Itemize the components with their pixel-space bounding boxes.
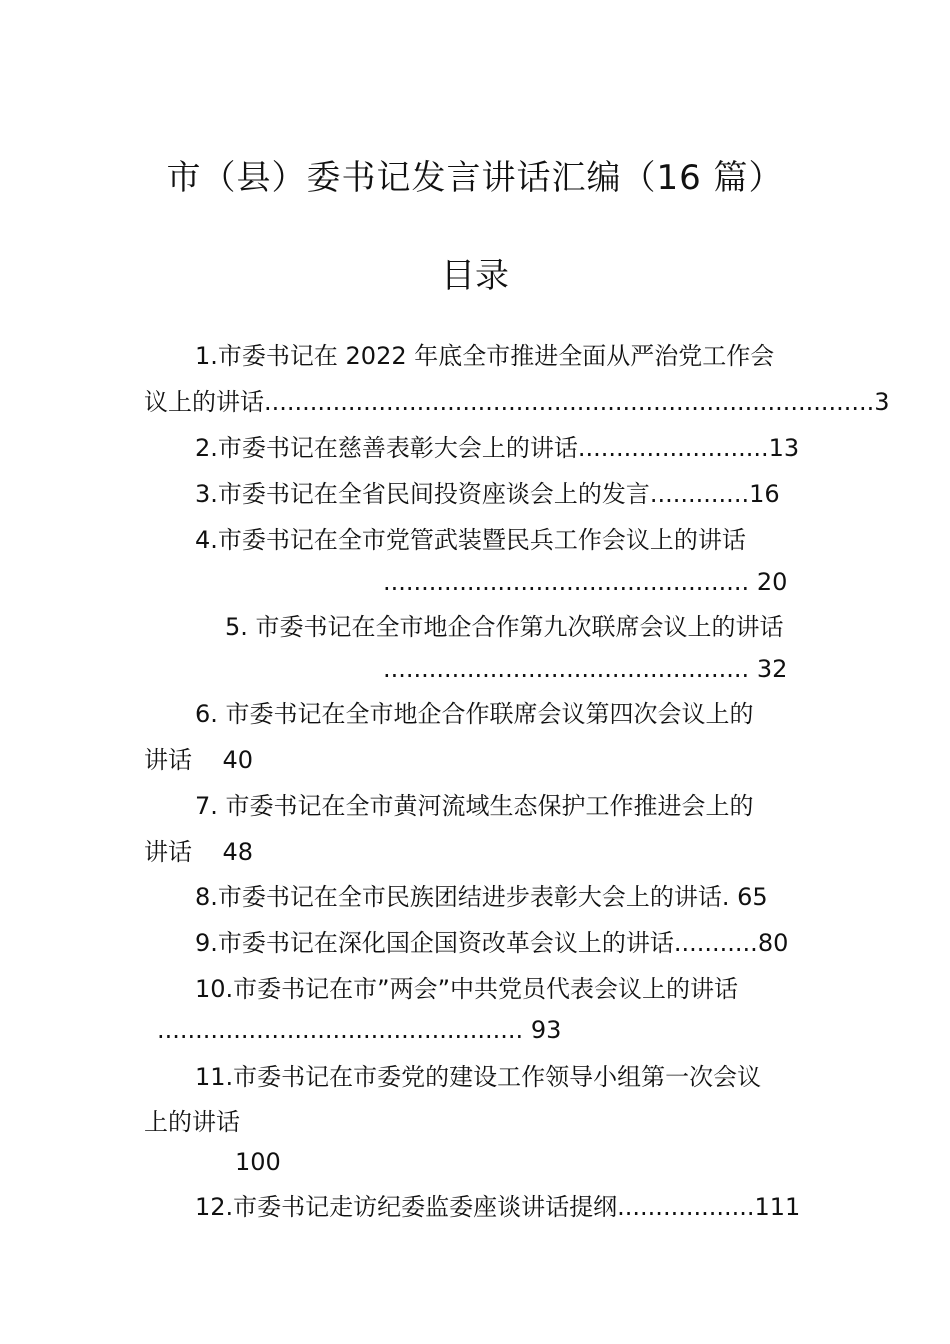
toc-entry-7-line1: 7. 市委书记在全市黄河流域生态保护工作推进会上的 bbox=[195, 792, 754, 820]
toc-entry-10-line2: ................................................ 93 bbox=[157, 1016, 562, 1044]
toc-entry-5-line1: 5. 市委书记在全市地企合作第九次联席会议上的讲话 bbox=[225, 613, 784, 641]
toc-entry-8: 8.市委书记在全市民族团结进步表彰大会上的讲话. 65 bbox=[195, 883, 768, 911]
toc-entry-7-line2: 讲话 48 bbox=[144, 838, 254, 866]
toc-entry-4-line1: 4.市委书记在全市党管武装暨民兵工作会议上的讲话 bbox=[195, 526, 746, 554]
toc-entry-2: 2.市委书记在慈善表彰大会上的讲话.........................13 bbox=[195, 434, 800, 462]
toc-entry-3: 3.市委书记在全省民间投资座谈会上的发言.............16 bbox=[195, 480, 780, 508]
toc-entry-5-line2: ................................................ 32 bbox=[383, 655, 788, 683]
toc-entry-4-line2: ................................................ 20 bbox=[383, 568, 788, 596]
page-title: 市（县）委书记发言讲话汇编（16 篇） bbox=[166, 158, 784, 198]
toc-entry-12: 12.市委书记走访纪委监委座谈讲话提纲..................111 bbox=[195, 1193, 801, 1221]
toc-entry-10-line1: 10.市委书记在市”两会”中共党员代表会议上的讲话 bbox=[195, 975, 739, 1003]
toc-entry-1-line2: 议上的讲话................................................................................3 bbox=[144, 388, 890, 416]
toc-heading: 目录 bbox=[441, 256, 509, 296]
toc-entry-11-line1: 11.市委书记在市委党的建设工作领导小组第一次会议 bbox=[195, 1063, 762, 1091]
toc-entry-9: 9.市委书记在深化国企国资改革会议上的讲话...........80 bbox=[195, 929, 789, 957]
toc-entry-6-line2: 讲话 40 bbox=[144, 746, 254, 774]
toc-entry-11-page: 100 bbox=[235, 1148, 281, 1176]
toc-entry-6-line1: 6. 市委书记在全市地企合作联席会议第四次会议上的 bbox=[195, 700, 754, 728]
toc-entry-1-line1: 1.市委书记在 2022 年底全市推进全面从严治党工作会 bbox=[195, 342, 775, 370]
toc-entry-11-line2: 上的讲话 bbox=[144, 1108, 240, 1136]
